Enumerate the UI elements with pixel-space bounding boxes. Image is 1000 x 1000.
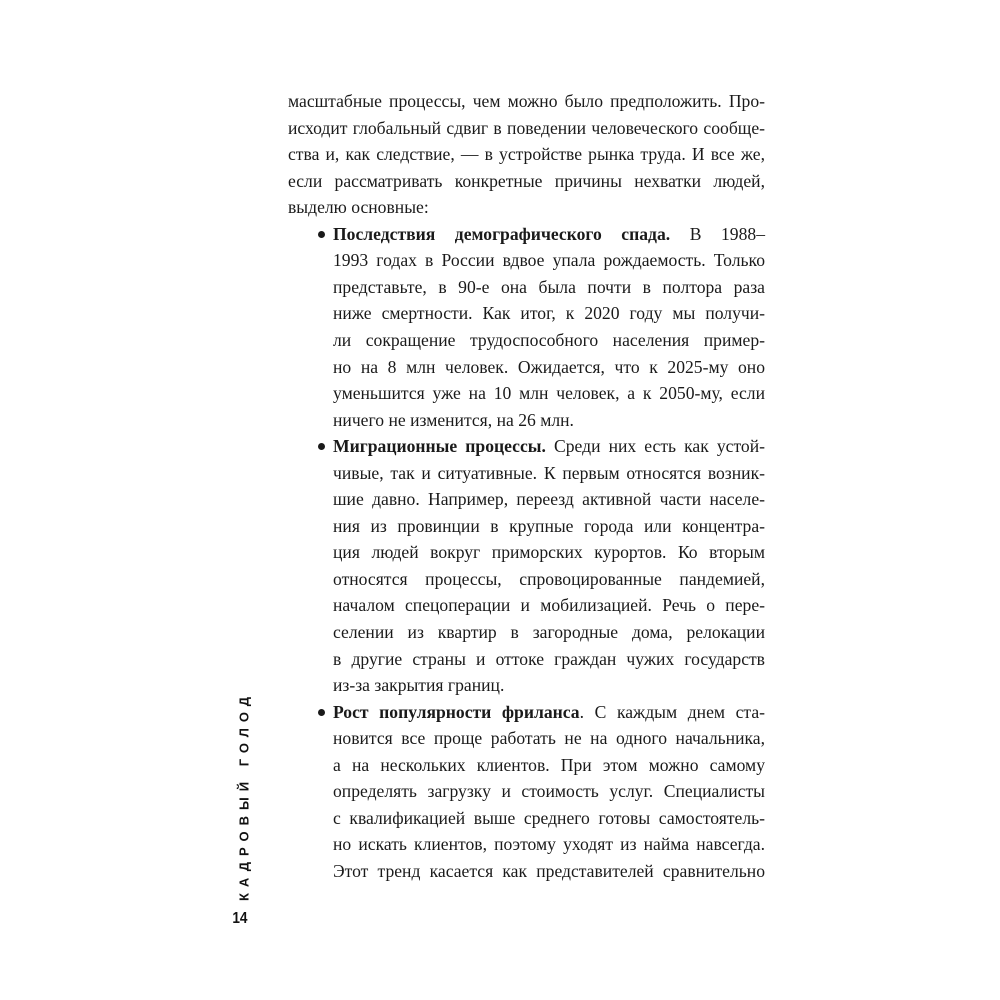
bullet-line: ция людей вокруг приморских курортов. Ко вторым — [333, 542, 765, 563]
bullet-line: чивые, так и ситуативные. К первым относятся возник- — [333, 462, 765, 483]
page-number: 14 — [232, 910, 248, 927]
bullet-line: шие давно. Например, переезд активной части населе- — [333, 489, 765, 510]
bullet-icon — [318, 709, 325, 716]
bullet-line: в другие страны и оттоке граждан чужих государств — [333, 648, 765, 669]
bullet-icon — [318, 443, 325, 450]
intro-line: если рассматривать конкретные причины нехватки людей, — [288, 170, 765, 191]
bullet-line: ниже смертности. Как итог, к 2020 году мы получи- — [333, 303, 765, 324]
bullet-first-line — [333, 433, 765, 459]
bullet-text: . С каждым днем ста- — [579, 701, 765, 722]
bullet-first-line — [333, 221, 765, 247]
intro-line: масштабные процессы, чем можно было предположить. Про- — [288, 91, 765, 111]
intro-line: выделю основные: — [288, 197, 429, 218]
intro-line: ства и, как следствие, — в устройстве рынка труда. И все же, — [288, 144, 765, 165]
bullet-first-line — [333, 699, 765, 725]
bullet-line: из-за закрытия границ. — [333, 675, 505, 696]
bullet-line: ния из провинции в крупные города или концентра- — [333, 515, 765, 536]
bullet-text: В 1988– — [670, 223, 765, 244]
bullet-line: селении из квартир в загородные дома, релокации — [333, 622, 765, 642]
intro-line: исходит глобальный сдвиг в поведении человеческого сообще- — [288, 117, 765, 138]
bullet-line: определять загрузку и стоимость услуг. Специалисты — [333, 781, 765, 802]
bullet-line: новится все проще работать не на одного начальника, — [333, 728, 765, 749]
bullet-line: уменьшится уже на 10 млн человек, а к 2050-му, если — [333, 383, 765, 404]
bullet-line: представьте, в 90-е она была почти в полтора раза — [333, 276, 765, 297]
bullet-icon — [318, 231, 325, 238]
bullet-line: ничего не изменится, на 26 млн. — [333, 409, 574, 430]
bullet-line: а на нескольких клиентов. При этом можно самому — [333, 754, 765, 775]
bullet-line: началом спецоперации и мобилизацией. Речь о пере- — [333, 595, 765, 616]
bullet-line: 1993 годах в России вдвое упала рождаемость. Только — [333, 250, 765, 271]
bullet-text: Среди них есть как устой- — [545, 436, 765, 457]
bullet-title: Рост популярности фриланса — [333, 701, 580, 722]
bullet-title: Миграционные процессы. — [333, 436, 546, 457]
bullet-line: ли сокращение трудоспособного населения пример- — [333, 329, 765, 350]
bullet-line: относятся процессы, спровоцированные пандемией, — [333, 568, 765, 589]
bullet-line: Этот тренд касается как представителей сравнительно — [333, 860, 765, 881]
bullet-line: но на 8 млн человек. Ожидается, что к 2025-му оно — [333, 356, 765, 377]
bullet-title: Последствия демографического спада. — [333, 223, 671, 244]
bullet-line: с квалификацией выше среднего готовы самостоятель- — [333, 807, 765, 828]
running-header: КАДРОВЫЙ ГОЛОД — [236, 690, 252, 902]
bullet-line: но искать клиентов, поэтому уходят из найма навсегда. — [333, 834, 765, 855]
